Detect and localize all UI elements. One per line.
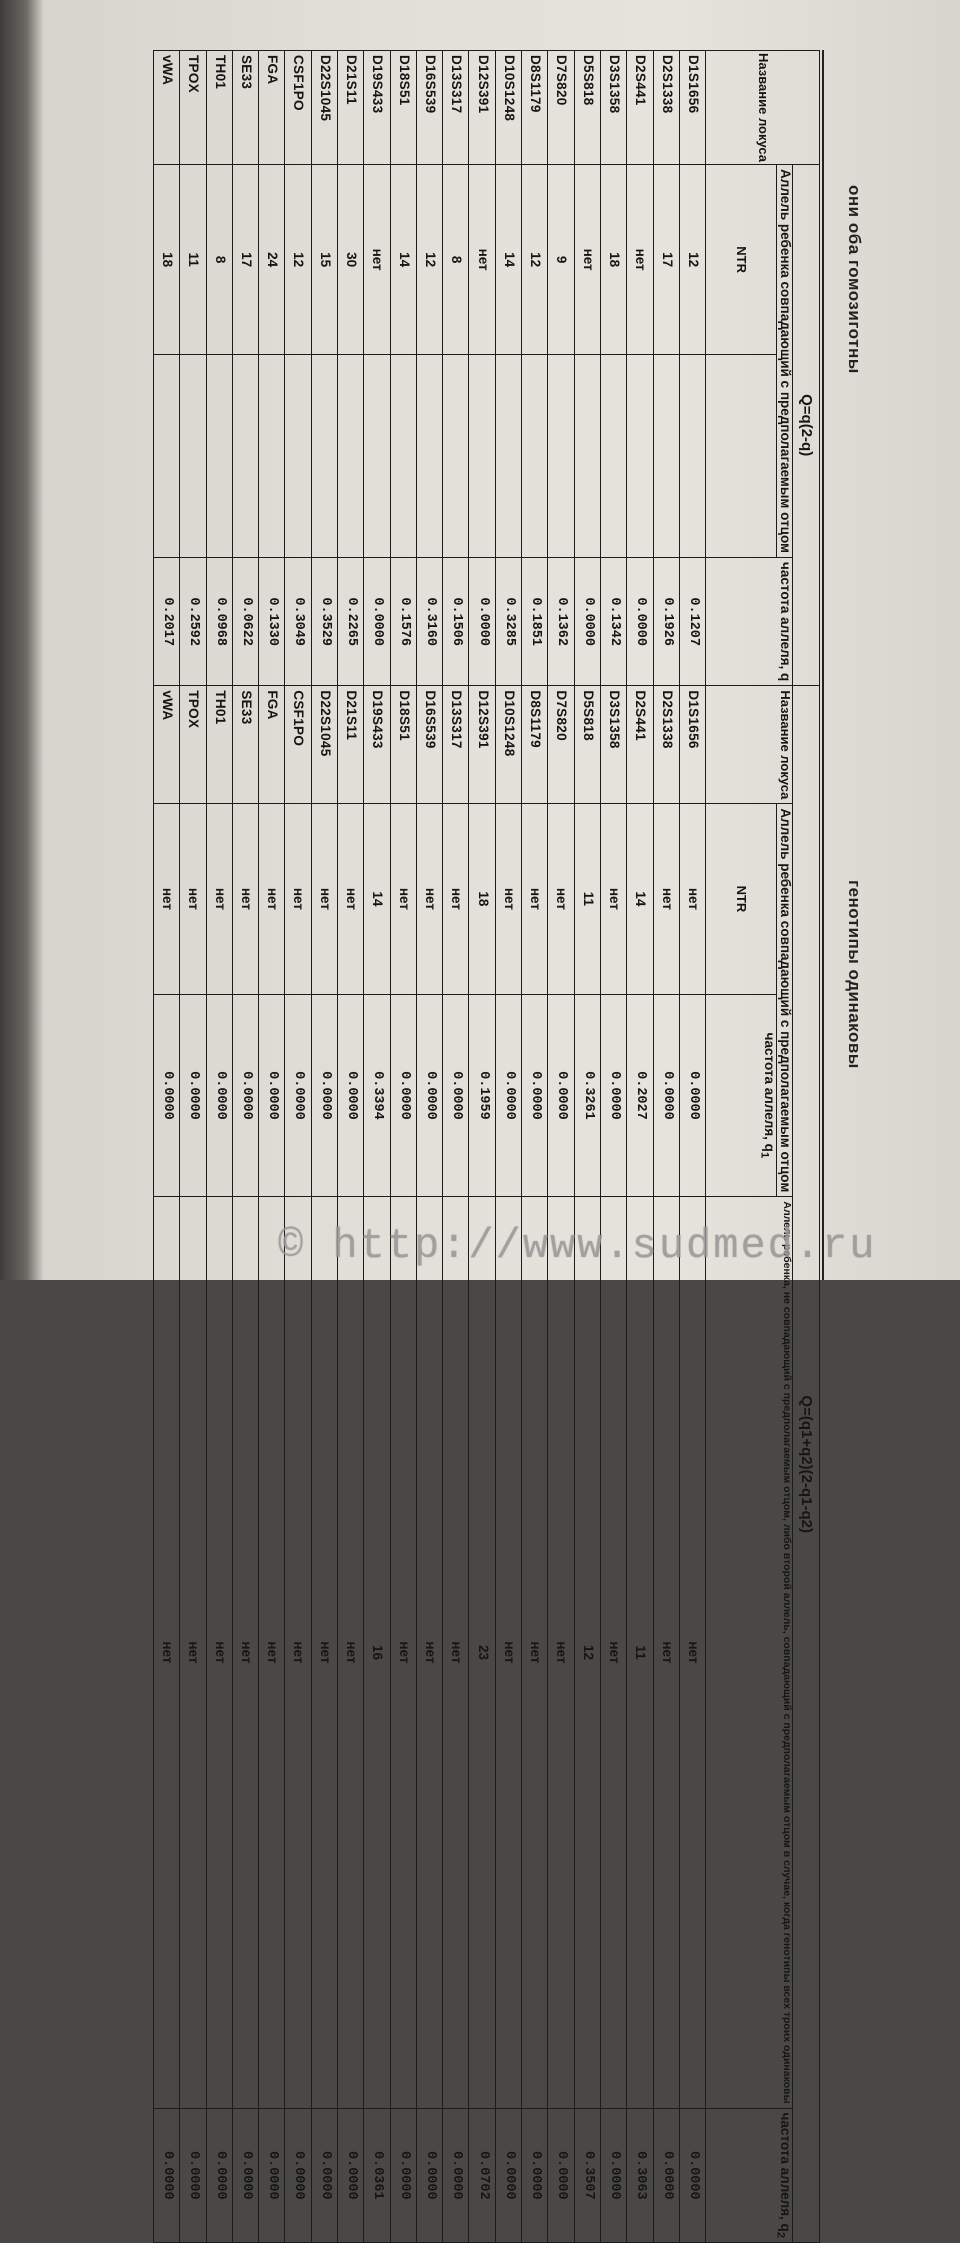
ntr-allele-cell: 12 <box>679 165 705 355</box>
freq-q1-cell: 0.0000 <box>232 994 258 1197</box>
freq-q-cell: 0.2265 <box>338 558 364 686</box>
empty-cell <box>495 355 521 558</box>
ntr-allele2-cell: нет <box>311 1197 337 2108</box>
freq-q1-cell: 0.0000 <box>259 994 285 1197</box>
ntr-allele1-cell: нет <box>653 804 679 994</box>
ntr-allele1-cell: нет <box>285 804 311 994</box>
ntr-allele1-cell: 11 <box>574 804 600 994</box>
freq-q-cell: 0.1926 <box>653 558 679 686</box>
locus-cell: D8S1179 <box>522 51 548 165</box>
ntr-allele-cell: 12 <box>285 165 311 355</box>
freq-q-cell: 0.0000 <box>364 558 390 686</box>
locus-cell: CSF1PO <box>285 51 311 165</box>
freq-q1-cell: 0.0000 <box>180 994 206 1197</box>
ntr-allele2-cell: нет <box>338 1197 364 2108</box>
freq-q1-cell: 0.0000 <box>679 994 705 1197</box>
blank-header-left <box>706 355 777 558</box>
locus-cell-right: D1S1656 <box>679 686 705 804</box>
freq-q1-cell: 0.0000 <box>285 994 311 1197</box>
ntr-allele2-cell: нет <box>153 1197 179 2108</box>
locus-cell: D18S51 <box>390 51 416 165</box>
ntr-allele2-cell: нет <box>443 1197 469 2108</box>
freq-q-cell: 0.1207 <box>679 558 705 686</box>
empty-cell <box>232 355 258 558</box>
ntr-allele-cell: нет <box>627 165 653 355</box>
ntr-allele1-cell: нет <box>390 804 416 994</box>
formula-right: Q=(q1+q2)(2-q1-q2) <box>793 686 820 2243</box>
empty-cell <box>259 355 285 558</box>
freq-q-cell: 0.1330 <box>259 558 285 686</box>
freq-q-cell: 0.1851 <box>522 558 548 686</box>
ntr-allele-cell: 17 <box>232 165 258 355</box>
freq-q2-cell: 0.3063 <box>627 2108 653 2243</box>
ntr-allele1-cell: 14 <box>627 804 653 994</box>
ntr-allele2-cell: нет <box>548 1197 574 2108</box>
locus-cell-right: CSF1PO <box>285 686 311 804</box>
locus-cell-right: D18S51 <box>390 686 416 804</box>
ntr-allele-cell: 11 <box>180 165 206 355</box>
ntr-allele1-cell: 18 <box>469 804 495 994</box>
ntr-allele2-cell: 16 <box>364 1197 390 2108</box>
locus-cell-right: TPOX <box>180 686 206 804</box>
ntr-allele2-cell: нет <box>232 1197 258 2108</box>
freq-q2-cell: 0.0000 <box>285 2108 311 2243</box>
table-row <box>285 51 311 2243</box>
page-edge-shadow <box>0 0 44 1280</box>
freq-q-cell: 0.0000 <box>574 558 600 686</box>
ntr-allele1-cell: нет <box>153 804 179 994</box>
ntr-allele1-cell: нет <box>679 804 705 994</box>
ntr-allele-cell: 24 <box>259 165 285 355</box>
locus-cell: D2S441 <box>627 51 653 165</box>
empty-cell <box>206 355 232 558</box>
freq-q2-cell: 0.0000 <box>416 2108 442 2243</box>
freq-q2-cell: 0.0000 <box>548 2108 574 2243</box>
locus-cell-right: FGA <box>259 686 285 804</box>
freq-q2-header <box>706 2108 793 2243</box>
ntr-allele-cell: 12 <box>416 165 442 355</box>
locus-cell: D22S1045 <box>311 51 337 165</box>
locus-cell-right: D8S1179 <box>522 686 548 804</box>
freq-q1-label: частота аллеля, q <box>762 1032 778 1152</box>
locus-cell-right: D22S1045 <box>311 686 337 804</box>
empty-cell <box>653 355 679 558</box>
locus-cell: D2S1338 <box>653 51 679 165</box>
table-row <box>259 51 285 2243</box>
empty-cell <box>627 355 653 558</box>
empty-cell <box>364 355 390 558</box>
freq-q1-cell: 0.0000 <box>153 994 179 1197</box>
ntr-allele1-cell: нет <box>311 804 337 994</box>
table-row <box>522 51 548 2243</box>
ntr-allele-cell: 18 <box>600 165 626 355</box>
table-row <box>232 51 258 2243</box>
freq-q-cell: 0.1342 <box>600 558 626 686</box>
freq-q-cell: 0.1576 <box>390 558 416 686</box>
locus-cell-right: D12S391 <box>469 686 495 804</box>
freq-q-cell: 0.3529 <box>311 558 337 686</box>
ntr-allele1-cell: нет <box>232 804 258 994</box>
table-row <box>311 51 337 2243</box>
freq-q1-cell: 0.0000 <box>600 994 626 1197</box>
freq-q1-cell: 0.0000 <box>522 994 548 1197</box>
locus-cell: TPOX <box>180 51 206 165</box>
header-divider <box>822 50 824 1280</box>
locus-cell-right: D10S1248 <box>495 686 521 804</box>
locus-cell-right: D16S539 <box>416 686 442 804</box>
ntr-allele1-cell: нет <box>495 804 521 994</box>
ntr-allele2-cell: нет <box>522 1197 548 2108</box>
ntr-allele2-cell: нет <box>600 1197 626 2108</box>
locus-cell: D16S539 <box>416 51 442 165</box>
table-row <box>390 51 416 2243</box>
locus-cell-right: vWA <box>153 686 179 804</box>
ntr-allele-cell: 14 <box>390 165 416 355</box>
ntr-allele2-cell: нет <box>206 1197 232 2108</box>
freq-q2-cell: 0.0000 <box>443 2108 469 2243</box>
table-body <box>153 51 705 2243</box>
ntr-allele2-cell: 23 <box>469 1197 495 2108</box>
ntr-allele1-cell: нет <box>180 804 206 994</box>
table-row <box>627 51 653 2243</box>
ntr-allele-cell: 17 <box>653 165 679 355</box>
empty-cell <box>153 355 179 558</box>
freq-q2-cell: 0.0000 <box>653 2108 679 2243</box>
freq-q-cell: 0.0968 <box>206 558 232 686</box>
freq-q-label: частота аллеля, q <box>778 562 793 682</box>
table-row <box>679 51 705 2243</box>
freq-q1-header <box>706 994 777 1197</box>
freq-q1-cell: 0.3394 <box>364 994 390 1197</box>
freq-q1-cell: 0.1959 <box>469 994 495 1197</box>
rotated-document <box>60 50 880 2239</box>
freq-q-cell: 0.1362 <box>548 558 574 686</box>
paternity-table <box>153 50 820 2243</box>
empty-cell <box>600 355 626 558</box>
freq-q2-cell: 0.0000 <box>232 2108 258 2243</box>
freq-q1-cell: 0.0000 <box>495 994 521 1197</box>
ntr-allele1-cell: нет <box>522 804 548 994</box>
locus-cell: D3S1358 <box>600 51 626 165</box>
freq-q-cell: 0.3285 <box>495 558 521 686</box>
empty-cell <box>443 355 469 558</box>
table-row <box>364 51 390 2243</box>
empty-cell <box>180 355 206 558</box>
freq-q2-cell: 0.0000 <box>390 2108 416 2243</box>
ntr-allele1-cell: нет <box>416 804 442 994</box>
locus-cell: D10S1248 <box>495 51 521 165</box>
locus-cell-right: SE33 <box>232 686 258 804</box>
locus-cell-right: TH01 <box>206 686 232 804</box>
empty-cell <box>548 355 574 558</box>
freq-q-cell: 0.3049 <box>285 558 311 686</box>
freq-q1-cell: 0.0000 <box>548 994 574 1197</box>
ntr-allele1-cell: нет <box>443 804 469 994</box>
freq-q2-cell: 0.0000 <box>522 2108 548 2243</box>
ntr-allele-cell: 9 <box>548 165 574 355</box>
ntr-allele1-cell: 14 <box>364 804 390 994</box>
section-header <box>822 50 880 1280</box>
formula-left: Q=q(2-q) <box>793 165 820 686</box>
freq-q-cell: 0.2592 <box>180 558 206 686</box>
table-row <box>548 51 574 2243</box>
freq-q1-cell: 0.0000 <box>443 994 469 1197</box>
ntr-allele-cell: нет <box>574 165 600 355</box>
freq-q2-cell: 0.0361 <box>364 2108 390 2243</box>
locus-cell: D5S818 <box>574 51 600 165</box>
locus-cell-right: D5S818 <box>574 686 600 804</box>
freq-q2-sub: 2 <box>774 2231 787 2239</box>
freq-q2-cell: 0.0000 <box>600 2108 626 2243</box>
ntr-allele-cell: 14 <box>495 165 521 355</box>
table-row <box>600 51 626 2243</box>
freq-q1-cell: 0.0000 <box>311 994 337 1197</box>
freq-q2-cell: 0.3507 <box>574 2108 600 2243</box>
freq-q1-cell: 0.0000 <box>653 994 679 1197</box>
locus-cell: D1S1656 <box>679 51 705 165</box>
ntr-allele-cell: нет <box>364 165 390 355</box>
freq-q1-cell: 0.0000 <box>390 994 416 1197</box>
freq-q1-cell: 0.0000 <box>416 994 442 1197</box>
ntr-allele2-cell: 12 <box>574 1197 600 2108</box>
locus-cell: D13S317 <box>443 51 469 165</box>
ntr-allele2-cell: нет <box>653 1197 679 2108</box>
freq-q2-cell: 0.0000 <box>495 2108 521 2243</box>
ntr-allele2-cell: нет <box>390 1197 416 2108</box>
freq-q2-label: частота аллеля, q <box>778 2112 793 2232</box>
locus-cell-right: D19S433 <box>364 686 390 804</box>
freq-q-cell: 0.2017 <box>153 558 179 686</box>
freq-q2-cell: 0.0000 <box>338 2108 364 2243</box>
ntr-allele1-cell: нет <box>338 804 364 994</box>
locus-cell-right: D2S1338 <box>653 686 679 804</box>
ntr-allele-cell: 12 <box>522 165 548 355</box>
empty-cell <box>469 355 495 558</box>
empty-cell <box>338 355 364 558</box>
table-row <box>416 51 442 2243</box>
ntr-allele-cell: 15 <box>311 165 337 355</box>
locus-cell-right: D21S11 <box>338 686 364 804</box>
ntr-allele1-cell: нет <box>548 804 574 994</box>
freq-q-header <box>706 558 793 686</box>
ntr-allele-cell: 8 <box>443 165 469 355</box>
ntr-allele-cell: 18 <box>153 165 179 355</box>
allele-not-match-label: Аллель ребенка, не совпадающий с предполагаемым отцом, либо второй аллель, совпадающий с предполагаемым отцом в случае, когда генотипы всех троих одинаковы <box>781 1201 793 2104</box>
empty-cell <box>522 355 548 558</box>
locus-cell-right: D3S1358 <box>600 686 626 804</box>
freq-q2-cell: 0.0702 <box>469 2108 495 2243</box>
allele-not-match-header <box>706 1197 793 2108</box>
ntr-allele2-cell: нет <box>180 1197 206 2108</box>
table-row <box>443 51 469 2243</box>
table-row <box>653 51 679 2243</box>
ntr-allele1-cell: нет <box>600 804 626 994</box>
freq-q-cell: 0.0000 <box>627 558 653 686</box>
freq-q1-cell: 0.3261 <box>574 994 600 1197</box>
ntr-allele-cell: 8 <box>206 165 232 355</box>
ntr-header-right: NTR <box>706 804 777 994</box>
left-section-title: они оба гомозиготны <box>845 185 864 374</box>
ntr-allele2-cell: 11 <box>627 1197 653 2108</box>
ntr-allele2-cell: нет <box>416 1197 442 2108</box>
empty-cell <box>311 355 337 558</box>
freq-q-cell: 0.1506 <box>443 558 469 686</box>
locus-cell-right: D2S441 <box>627 686 653 804</box>
freq-q1-sub: 1 <box>758 1151 771 1159</box>
freq-q2-cell: 0.0000 <box>679 2108 705 2243</box>
empty-cell <box>679 355 705 558</box>
freq-q-cell: 0.0000 <box>469 558 495 686</box>
locus-cell-right: D7S820 <box>548 686 574 804</box>
freq-q2-cell: 0.0000 <box>206 2108 232 2243</box>
locus-cell: TH01 <box>206 51 232 165</box>
locus-cell: D7S820 <box>548 51 574 165</box>
ntr-allele2-cell: нет <box>679 1197 705 2108</box>
locus-cell-right: D13S317 <box>443 686 469 804</box>
ntr-allele-cell: нет <box>469 165 495 355</box>
allele-match-header-right: Аллель ребенка совпадающий с предполагаемым отцом <box>777 804 793 1197</box>
table-row <box>180 51 206 2243</box>
locus-cell: SE33 <box>232 51 258 165</box>
empty-cell <box>574 355 600 558</box>
ntr-allele2-cell: нет <box>495 1197 521 2108</box>
table-row <box>206 51 232 2243</box>
empty-cell <box>416 355 442 558</box>
empty-cell <box>285 355 311 558</box>
ntr-allele1-cell: нет <box>206 804 232 994</box>
ntr-header-left: NTR <box>706 165 777 355</box>
table-row <box>153 51 179 2243</box>
empty-cell <box>390 355 416 558</box>
freq-q2-cell: 0.0000 <box>180 2108 206 2243</box>
ntr-allele-cell: 30 <box>338 165 364 355</box>
table-row <box>338 51 364 2243</box>
locus-header-right: Название локуса <box>706 686 793 804</box>
locus-cell: vWA <box>153 51 179 165</box>
ntr-allele2-cell: нет <box>285 1197 311 2108</box>
freq-q1-cell: 0.0000 <box>206 994 232 1197</box>
table-row <box>495 51 521 2243</box>
locus-cell: FGA <box>259 51 285 165</box>
freq-q-cell: 0.0622 <box>232 558 258 686</box>
locus-cell: D12S391 <box>469 51 495 165</box>
locus-header-left: Название локуса <box>706 51 820 165</box>
watermark: © http://www.sudmed.ru <box>278 1222 877 1270</box>
right-section-title: генотипы одинаковы <box>845 880 864 1069</box>
table-row <box>574 51 600 2243</box>
freq-q1-cell: 0.2027 <box>627 994 653 1197</box>
ntr-allele2-cell: нет <box>259 1197 285 2108</box>
freq-q2-cell: 0.0000 <box>153 2108 179 2243</box>
locus-cell: D19S433 <box>364 51 390 165</box>
ntr-allele1-cell: нет <box>259 804 285 994</box>
locus-cell: D21S11 <box>338 51 364 165</box>
allele-match-header-left: Аллель ребенка совпадающий с предполагаемым отцом <box>777 165 793 558</box>
freq-q1-cell: 0.0000 <box>338 994 364 1197</box>
freq-q2-cell: 0.0000 <box>259 2108 285 2243</box>
freq-q-cell: 0.3160 <box>416 558 442 686</box>
table-row <box>469 51 495 2243</box>
freq-q2-cell: 0.0000 <box>311 2108 337 2243</box>
